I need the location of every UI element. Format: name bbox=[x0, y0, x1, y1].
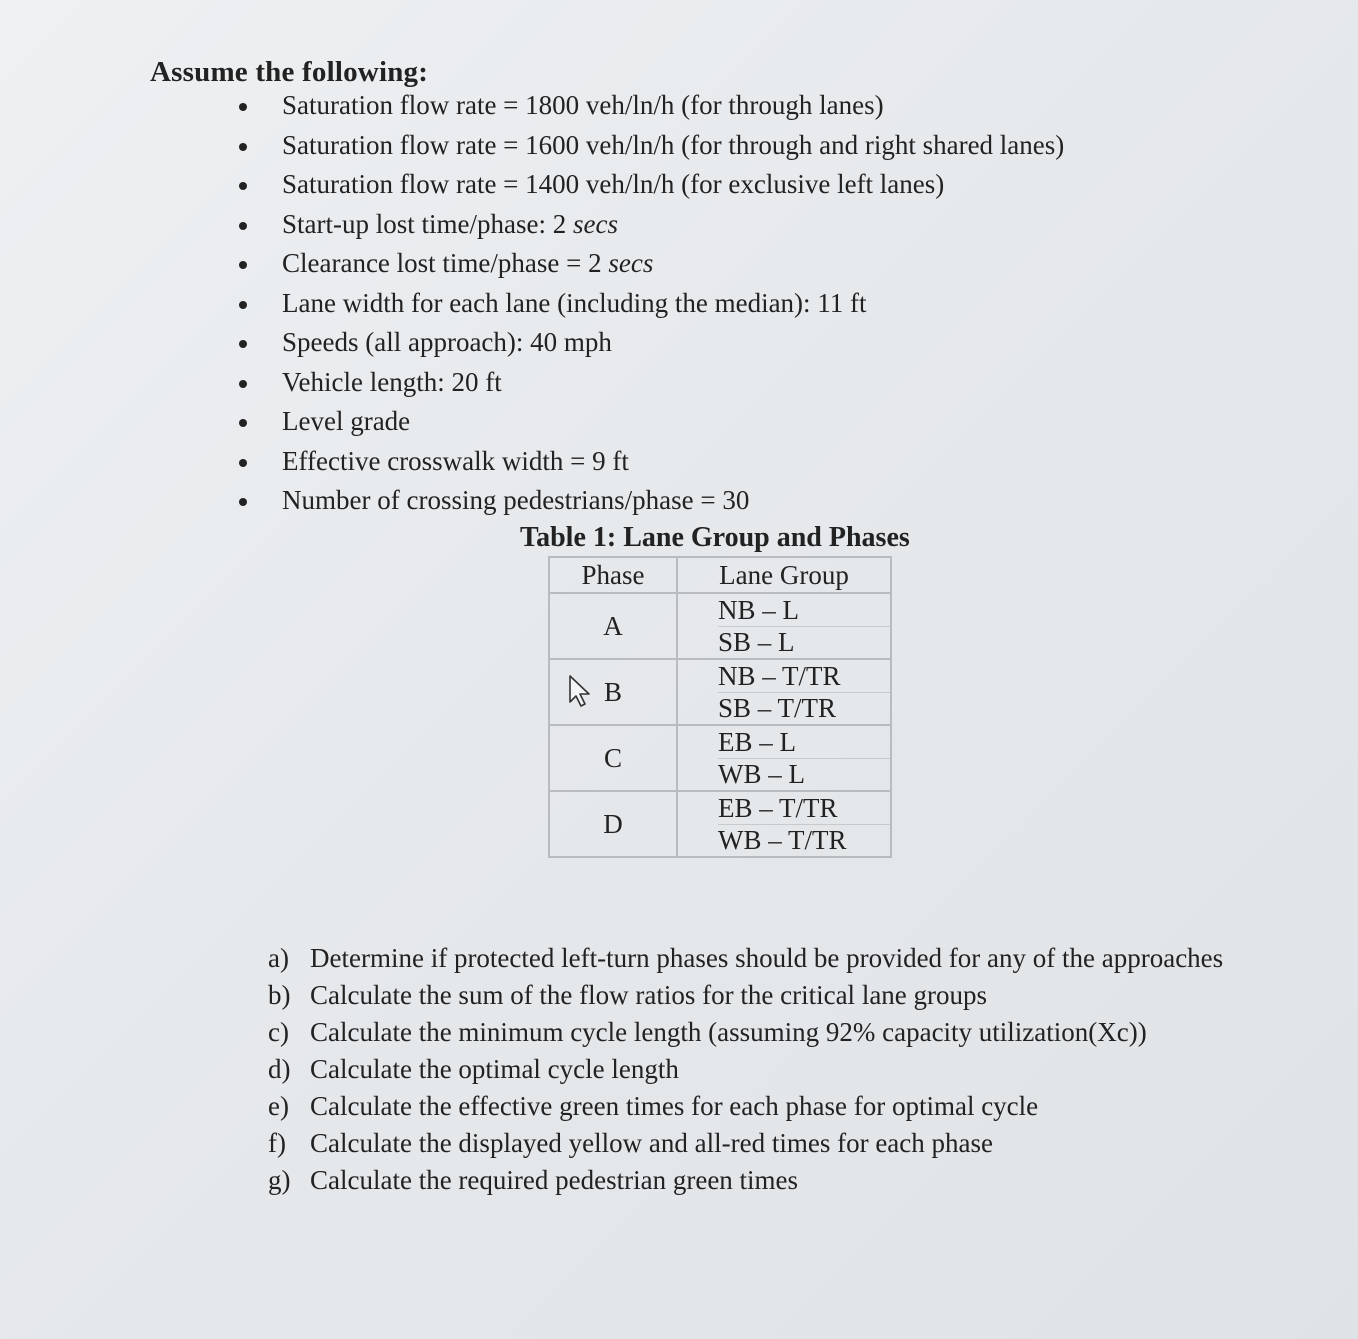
lane-group: EB – L bbox=[718, 727, 890, 759]
assumption-item bbox=[232, 323, 1064, 363]
question-text: Calculate the optimal cycle length bbox=[310, 1054, 679, 1084]
assumption-text: Saturation flow rate = 1400 veh/ln/h (for exclusive left lanes) bbox=[282, 169, 945, 199]
question-item bbox=[268, 977, 1223, 1014]
assumption-item bbox=[232, 442, 1064, 482]
phase-label: B bbox=[603, 676, 622, 707]
lane-group: SB – L bbox=[718, 626, 795, 657]
assumption-item bbox=[232, 165, 1064, 205]
lane-group: EB – T/TR bbox=[718, 793, 890, 825]
lane-group: NB – L bbox=[718, 595, 890, 627]
assumption-item bbox=[232, 126, 1064, 166]
lane-group: WB – T/TR bbox=[718, 824, 847, 855]
table-row bbox=[549, 725, 891, 791]
question-text: Calculate the required pedestrian green times bbox=[310, 1165, 799, 1195]
lane-group: NB – T/TR bbox=[718, 661, 890, 693]
lane-group-cell bbox=[677, 791, 891, 857]
question-label: e) bbox=[268, 1091, 289, 1121]
lane-group-cell bbox=[677, 593, 891, 659]
assumption-unit: secs bbox=[572, 208, 618, 239]
heading: Assume the following: bbox=[150, 56, 429, 88]
assumption-text: Start-up lost time/phase: 2 bbox=[282, 208, 573, 239]
lane-group-cell bbox=[677, 725, 891, 791]
assumption-unit: secs bbox=[608, 248, 654, 278]
assumptions-list bbox=[232, 86, 1064, 521]
lane-group: WB – L bbox=[718, 758, 805, 789]
assumption-text: Effective crosswalk width = 9 ft bbox=[282, 445, 629, 476]
question-label: d) bbox=[268, 1054, 291, 1084]
question-text: Calculate the minimum cycle length (assuming 92% capacity utilization(Xc)) bbox=[310, 1017, 1147, 1047]
question-label: g) bbox=[268, 1165, 291, 1195]
question-text: Determine if protected left-turn phases should be provided for any of the approaches bbox=[310, 943, 1224, 973]
questions-list bbox=[268, 940, 1223, 1199]
assumption-text: Vehicle length: 20 ft bbox=[282, 366, 502, 397]
phase-cell bbox=[549, 659, 677, 725]
assumption-item bbox=[232, 363, 1064, 403]
question-text: Calculate the effective green times for each phase for optimal cycle bbox=[310, 1091, 1039, 1121]
table-caption: Table 1: Lane Group and Phases bbox=[520, 522, 910, 553]
phase-cell: D bbox=[549, 791, 677, 857]
assumption-item bbox=[232, 205, 1064, 245]
header-lane-group: Lane Group bbox=[677, 557, 891, 593]
lane-group-cell bbox=[677, 659, 891, 725]
assumption-item bbox=[232, 244, 1064, 284]
question-label: b) bbox=[268, 980, 291, 1010]
question-text: Calculate the displayed yellow and all-red times for each phase bbox=[310, 1128, 993, 1158]
lane-group: SB – T/TR bbox=[718, 692, 837, 723]
assumption-item bbox=[232, 86, 1064, 126]
question-item bbox=[268, 1014, 1223, 1051]
question-label: a) bbox=[268, 943, 289, 973]
question-label: f) bbox=[268, 1128, 286, 1158]
phase-cell: C bbox=[549, 725, 677, 791]
assumption-text: Saturation flow rate = 1600 veh/ln/h (for through and right shared lanes) bbox=[282, 129, 1065, 160]
table-row bbox=[549, 659, 891, 725]
assumption-text: Level grade bbox=[282, 406, 411, 436]
lane-group-table bbox=[548, 556, 892, 858]
phase-cell: A bbox=[549, 593, 677, 659]
assumption-text: Speeds (all approach): 40 mph bbox=[282, 327, 612, 357]
assumption-text: Clearance lost time/phase = 2 bbox=[282, 248, 609, 278]
header-phase: Phase bbox=[549, 557, 677, 593]
assumption-item bbox=[232, 481, 1064, 521]
table-row bbox=[549, 593, 891, 659]
question-item bbox=[268, 1162, 1223, 1199]
question-item bbox=[268, 1125, 1223, 1162]
table-row bbox=[549, 791, 891, 857]
assumption-item bbox=[232, 402, 1064, 442]
assumption-text: Saturation flow rate = 1800 veh/ln/h (for through lanes) bbox=[282, 90, 884, 120]
question-item bbox=[268, 1051, 1223, 1088]
mouse-cursor-icon bbox=[568, 674, 594, 708]
assumption-text: Lane width for each lane (including the median): 11 ft bbox=[282, 287, 867, 318]
assumption-item bbox=[232, 284, 1064, 324]
question-item bbox=[268, 1088, 1223, 1125]
assumption-text: Number of crossing pedestrians/phase = 30 bbox=[282, 485, 750, 515]
question-item bbox=[268, 940, 1223, 977]
question-text: Calculate the sum of the flow ratios for the critical lane groups bbox=[310, 980, 988, 1010]
table-header-row bbox=[549, 557, 891, 593]
question-label: c) bbox=[268, 1017, 289, 1047]
